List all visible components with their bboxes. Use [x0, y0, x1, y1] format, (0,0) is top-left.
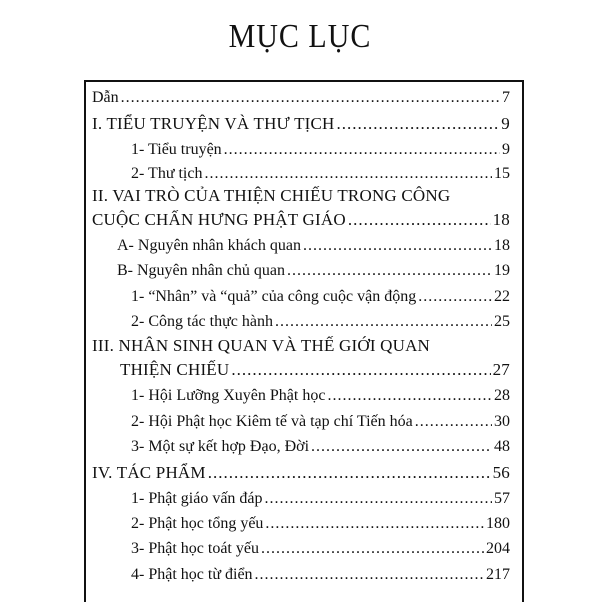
toc-entry-section-3-line1[interactable]: III. NHÂN SINH QUAN VÀ THẾ GIỚI QUAN	[92, 336, 431, 355]
toc-entry-nguyen-nhan-chu-quan[interactable]	[117, 261, 510, 281]
leader-dots	[265, 489, 492, 509]
toc-entry-page: 57	[494, 490, 510, 507]
leader-dots	[337, 114, 500, 134]
leader-dots	[261, 539, 484, 559]
toc-entry-label: IV. TÁC PHẨM	[92, 463, 206, 482]
toc-entry-label: 3- Một sự kết hợp Đạo, Đời	[131, 438, 310, 455]
leader-dots	[265, 514, 484, 534]
toc-entry-label: 1- “Nhân” và “quả” của công cuộc vận động	[131, 288, 417, 305]
toc-entry-section-4[interactable]	[92, 463, 510, 483]
toc-entry-phat-hoc-tu-dien[interactable]	[131, 565, 510, 585]
toc-entry-label: B- Nguyên nhân chủ quan	[117, 262, 285, 279]
leader-dots	[327, 386, 492, 406]
toc-entry-phat-giao-van-dap[interactable]	[131, 489, 510, 509]
leader-dots	[224, 140, 500, 160]
toc-entry-page: 180	[486, 515, 510, 532]
leader-dots	[418, 287, 492, 307]
toc-entry-label: 1- Phật giáo vấn đáp	[131, 490, 263, 507]
toc-entry-nhan-qua[interactable]	[131, 287, 510, 307]
toc-entry-page: 18	[494, 237, 510, 254]
toc-entry-section-1[interactable]	[92, 114, 510, 134]
toc-entry-hoi-luong-xuyen[interactable]	[131, 386, 510, 406]
toc-entry-label: A- Nguyên nhân khách quan	[117, 237, 301, 254]
toc-entry-page: 22	[494, 288, 510, 305]
leader-dots	[287, 261, 492, 281]
toc-entry-phat-hoc-tong-yeu[interactable]	[131, 514, 510, 534]
leader-dots	[121, 88, 500, 108]
toc-entry-page: 9	[501, 114, 510, 133]
toc-entry-cong-tac-thuc-hanh[interactable]	[131, 312, 510, 332]
toc-entry-page: 18	[492, 210, 510, 229]
toc-entry-label: 4- Phật học từ điển	[131, 566, 253, 583]
toc-entry-label: 3- Phật học toát yếu	[131, 540, 259, 557]
toc-entry-label: 2- Thư tịch	[131, 165, 203, 182]
toc-entry-label: 2- Phật học tổng yếu	[131, 515, 264, 532]
leader-dots	[208, 463, 491, 483]
toc-entry-page: 19	[494, 262, 510, 279]
toc-entry-section-3[interactable]	[120, 360, 510, 380]
toc-entry-page: 56	[492, 463, 510, 482]
toc-entry-label: Dẫn	[92, 89, 119, 106]
toc-entry-hoi-kiem-te[interactable]	[131, 412, 510, 432]
toc-entry-dao-doi[interactable]	[131, 437, 510, 457]
toc-entry-page: 48	[494, 438, 510, 455]
toc-entry-section-2[interactable]	[92, 210, 510, 230]
toc-entry-label: 2- Hội Phật học Kiêm tế và tạp chí Tiến hóa	[131, 413, 413, 430]
leader-dots	[231, 360, 490, 380]
toc-entry-page: 25	[494, 313, 510, 330]
leader-dots	[204, 164, 492, 184]
toc-entry-page: 9	[502, 141, 510, 158]
toc-entry-label: CUỘC CHẤN HƯNG PHẬT GIÁO	[92, 210, 346, 229]
toc-entry-tieu-truyen[interactable]	[131, 140, 510, 160]
toc-entry-dan[interactable]	[92, 88, 510, 108]
toc-entry-label: 2- Công tác thực hành	[131, 313, 273, 330]
toc-entry-phat-hoc-toat-yeu[interactable]	[131, 539, 510, 559]
toc-entry-page: 15	[494, 165, 510, 182]
leader-dots	[348, 210, 491, 230]
page-title: MỤC LỤC	[228, 18, 372, 55]
toc-entry-page: 28	[494, 387, 510, 404]
leader-dots	[415, 412, 492, 432]
toc-entry-page: 204	[486, 540, 510, 557]
leader-dots	[275, 312, 492, 332]
toc-entry-page: 27	[492, 360, 510, 379]
toc-entry-thu-tich[interactable]	[131, 164, 510, 184]
toc-entry-label: 1- Hội Lưỡng Xuyên Phật học	[131, 387, 326, 404]
leader-dots	[311, 437, 492, 457]
toc-entry-section-2-line1[interactable]: II. VAI TRÒ CỦA THIỆN CHIẾU TRONG CÔNG	[92, 186, 451, 205]
toc-entry-nguyen-nhan-khach-quan[interactable]	[117, 236, 510, 256]
toc-entry-page: 7	[502, 89, 510, 106]
leader-dots	[303, 236, 492, 256]
toc-entry-page: 30	[494, 413, 510, 430]
leader-dots	[255, 565, 484, 585]
toc-entry-label: THIỆN CHIẾU	[120, 360, 230, 379]
toc-entry-label: I. TIỂU TRUYỆN VÀ THƯ TỊCH	[92, 114, 335, 133]
toc-entry-page: 217	[486, 566, 510, 583]
toc-entry-label: 1- Tiểu truyện	[131, 141, 222, 158]
